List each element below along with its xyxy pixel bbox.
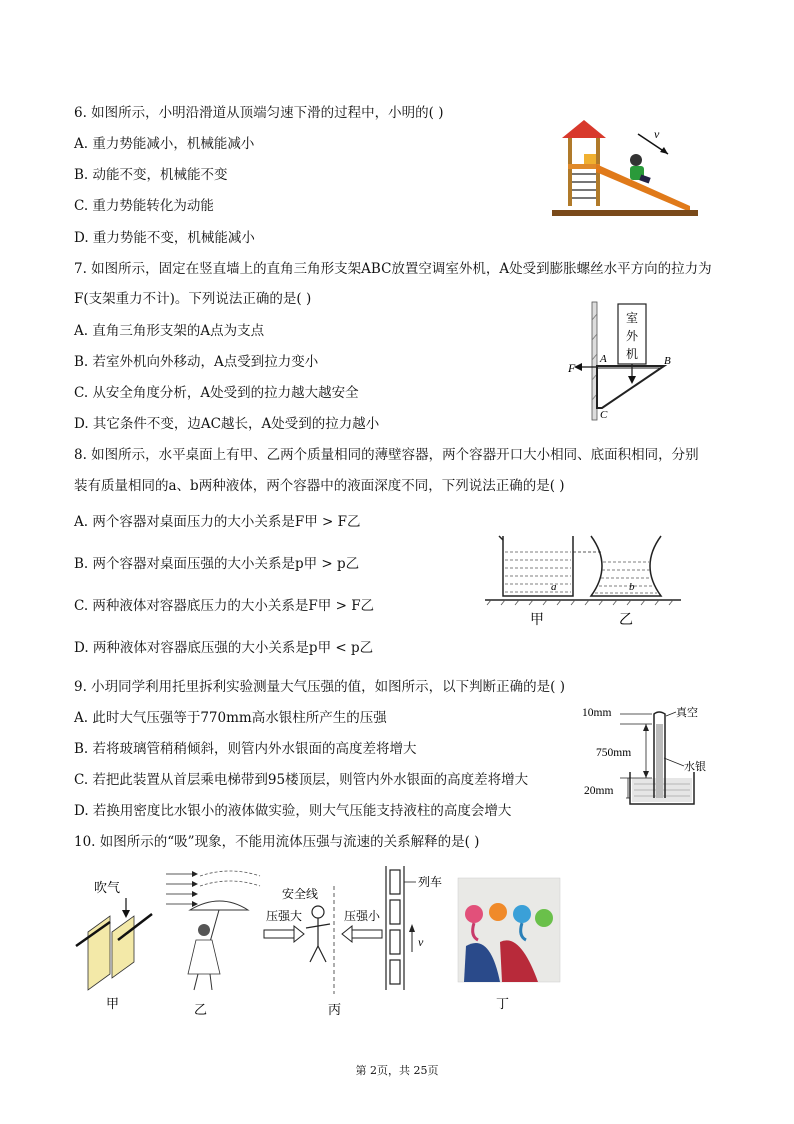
case-bing-label: 丙 bbox=[328, 1003, 342, 1018]
q7-option-a: A. 直角三角形支架的A点为支点 bbox=[74, 323, 265, 339]
ac-label-3: 机 bbox=[625, 347, 639, 361]
point-a-label: A bbox=[600, 353, 607, 365]
torricelli-figure bbox=[580, 702, 730, 818]
point-b-label: B bbox=[664, 355, 671, 367]
q9-option-c: C. 若把此装置从首层乘电梯带到95楼顶层，则管内外水银面的高度差将增大 bbox=[74, 772, 529, 788]
q8-stem-line1: 8. 如图所示，水平桌面上有甲、乙两个质量相同的薄壁容器，两个容器开口大小相同、底面积相同，分别 bbox=[74, 447, 699, 463]
depth-20mm-label: 20mm bbox=[584, 785, 614, 797]
force-f-label: F bbox=[568, 361, 576, 375]
container-yi-label: 乙 bbox=[619, 612, 633, 628]
safety-line-label: 安全线 bbox=[282, 887, 319, 901]
ac-bracket-figure bbox=[560, 300, 690, 425]
low-pressure-label: 压强小 bbox=[344, 909, 381, 923]
case-jia-label: 甲 bbox=[106, 997, 120, 1012]
q7-stem-line2: F(支架重力不计)。下列说法正确的是( ) bbox=[74, 291, 312, 307]
slide-figure bbox=[550, 120, 700, 220]
train-v-label: v bbox=[418, 935, 424, 949]
q6-stem: 6. 如图所示，小明沿滑道从顶端匀速下滑的过程中，小明的( ) bbox=[74, 105, 444, 121]
q9-option-b: B. 若将玻璃管稍稍倾斜，则管内外水银面的高度差将增大 bbox=[74, 741, 417, 757]
gap-10mm-label: 10mm bbox=[582, 707, 612, 719]
q8-option-c: C. 两种液体对容器底压力的大小关系是F甲 > F乙 bbox=[74, 598, 375, 614]
q7-option-d: D. 其它条件不变，边AC越长，A处受到的拉力越小 bbox=[74, 416, 380, 432]
q8-option-b: B. 两个容器对桌面压强的大小关系是p甲 > p乙 bbox=[74, 556, 360, 572]
high-pressure-label: 压强大 bbox=[266, 909, 303, 923]
q10-stem: 10. 如图所示的“吸”现象，不能用流体压强与流速的关系解释的是( ) bbox=[74, 834, 480, 850]
q8-stem-line2: 装有质量相同的a、b两种液体，两个容器中的液面深度不同，下列说法正确的是( ) bbox=[74, 478, 565, 494]
q9-option-a: A. 此时大气压强等于770mm高水银柱所产生的压强 bbox=[74, 710, 387, 726]
q9-stem: 9. 小玥同学利用托里拆利实验测量大气压强的值，如图所示，以下判断正确的是( ) bbox=[74, 679, 565, 695]
page-footer: 第 2页，共 25页 bbox=[355, 1064, 439, 1077]
q7-stem-line1: 7. 如图所示，固定在竖直墙上的直角三角形支架ABC放置空调室外机，A处受到膨胀螺丝水平方向的拉力为 bbox=[74, 261, 712, 277]
suction-phenomena-figure bbox=[70, 862, 570, 1022]
liquid-a-label: a bbox=[551, 581, 557, 593]
train-label: 列车 bbox=[418, 875, 443, 889]
q7-option-c: C. 从安全角度分析，A处受到的拉力越大越安全 bbox=[74, 385, 359, 401]
liquid-b-label: b bbox=[629, 581, 635, 593]
q6-option-b: B. 动能不变，机械能不变 bbox=[74, 167, 228, 183]
case-yi-label: 乙 bbox=[194, 1003, 208, 1018]
q7-option-b: B. 若室外机向外移动，A点受到拉力变小 bbox=[74, 354, 319, 370]
container-jia-label: 甲 bbox=[530, 612, 544, 628]
q8-option-a: A. 两个容器对桌面压力的大小关系是F甲 > F乙 bbox=[74, 514, 361, 530]
height-750mm-label: 750mm bbox=[596, 747, 632, 759]
q6-option-d: D. 重力势能不变，机械能减小 bbox=[74, 230, 255, 246]
q9-option-d: D. 若换用密度比水银小的液体做实验，则大气压能支持液柱的高度会增大 bbox=[74, 803, 512, 819]
case-ding-label: 丁 bbox=[496, 997, 510, 1012]
containers-figure bbox=[485, 528, 685, 633]
slide-v-label: v bbox=[654, 127, 660, 141]
q6-option-a: A. 重力势能减小，机械能减小 bbox=[74, 136, 255, 152]
ac-label-2: 外 bbox=[625, 329, 639, 343]
mercury-label: 水银 bbox=[684, 760, 706, 773]
blow-label: 吹气 bbox=[94, 881, 121, 896]
vacuum-label: 真空 bbox=[676, 706, 698, 719]
q8-option-d: D. 两种液体对容器底压强的大小关系是p甲 < p乙 bbox=[74, 640, 374, 656]
q6-option-c: C. 重力势能转化为动能 bbox=[74, 198, 214, 214]
ac-label-1: 室 bbox=[625, 311, 639, 325]
point-c-label: C bbox=[600, 409, 608, 421]
